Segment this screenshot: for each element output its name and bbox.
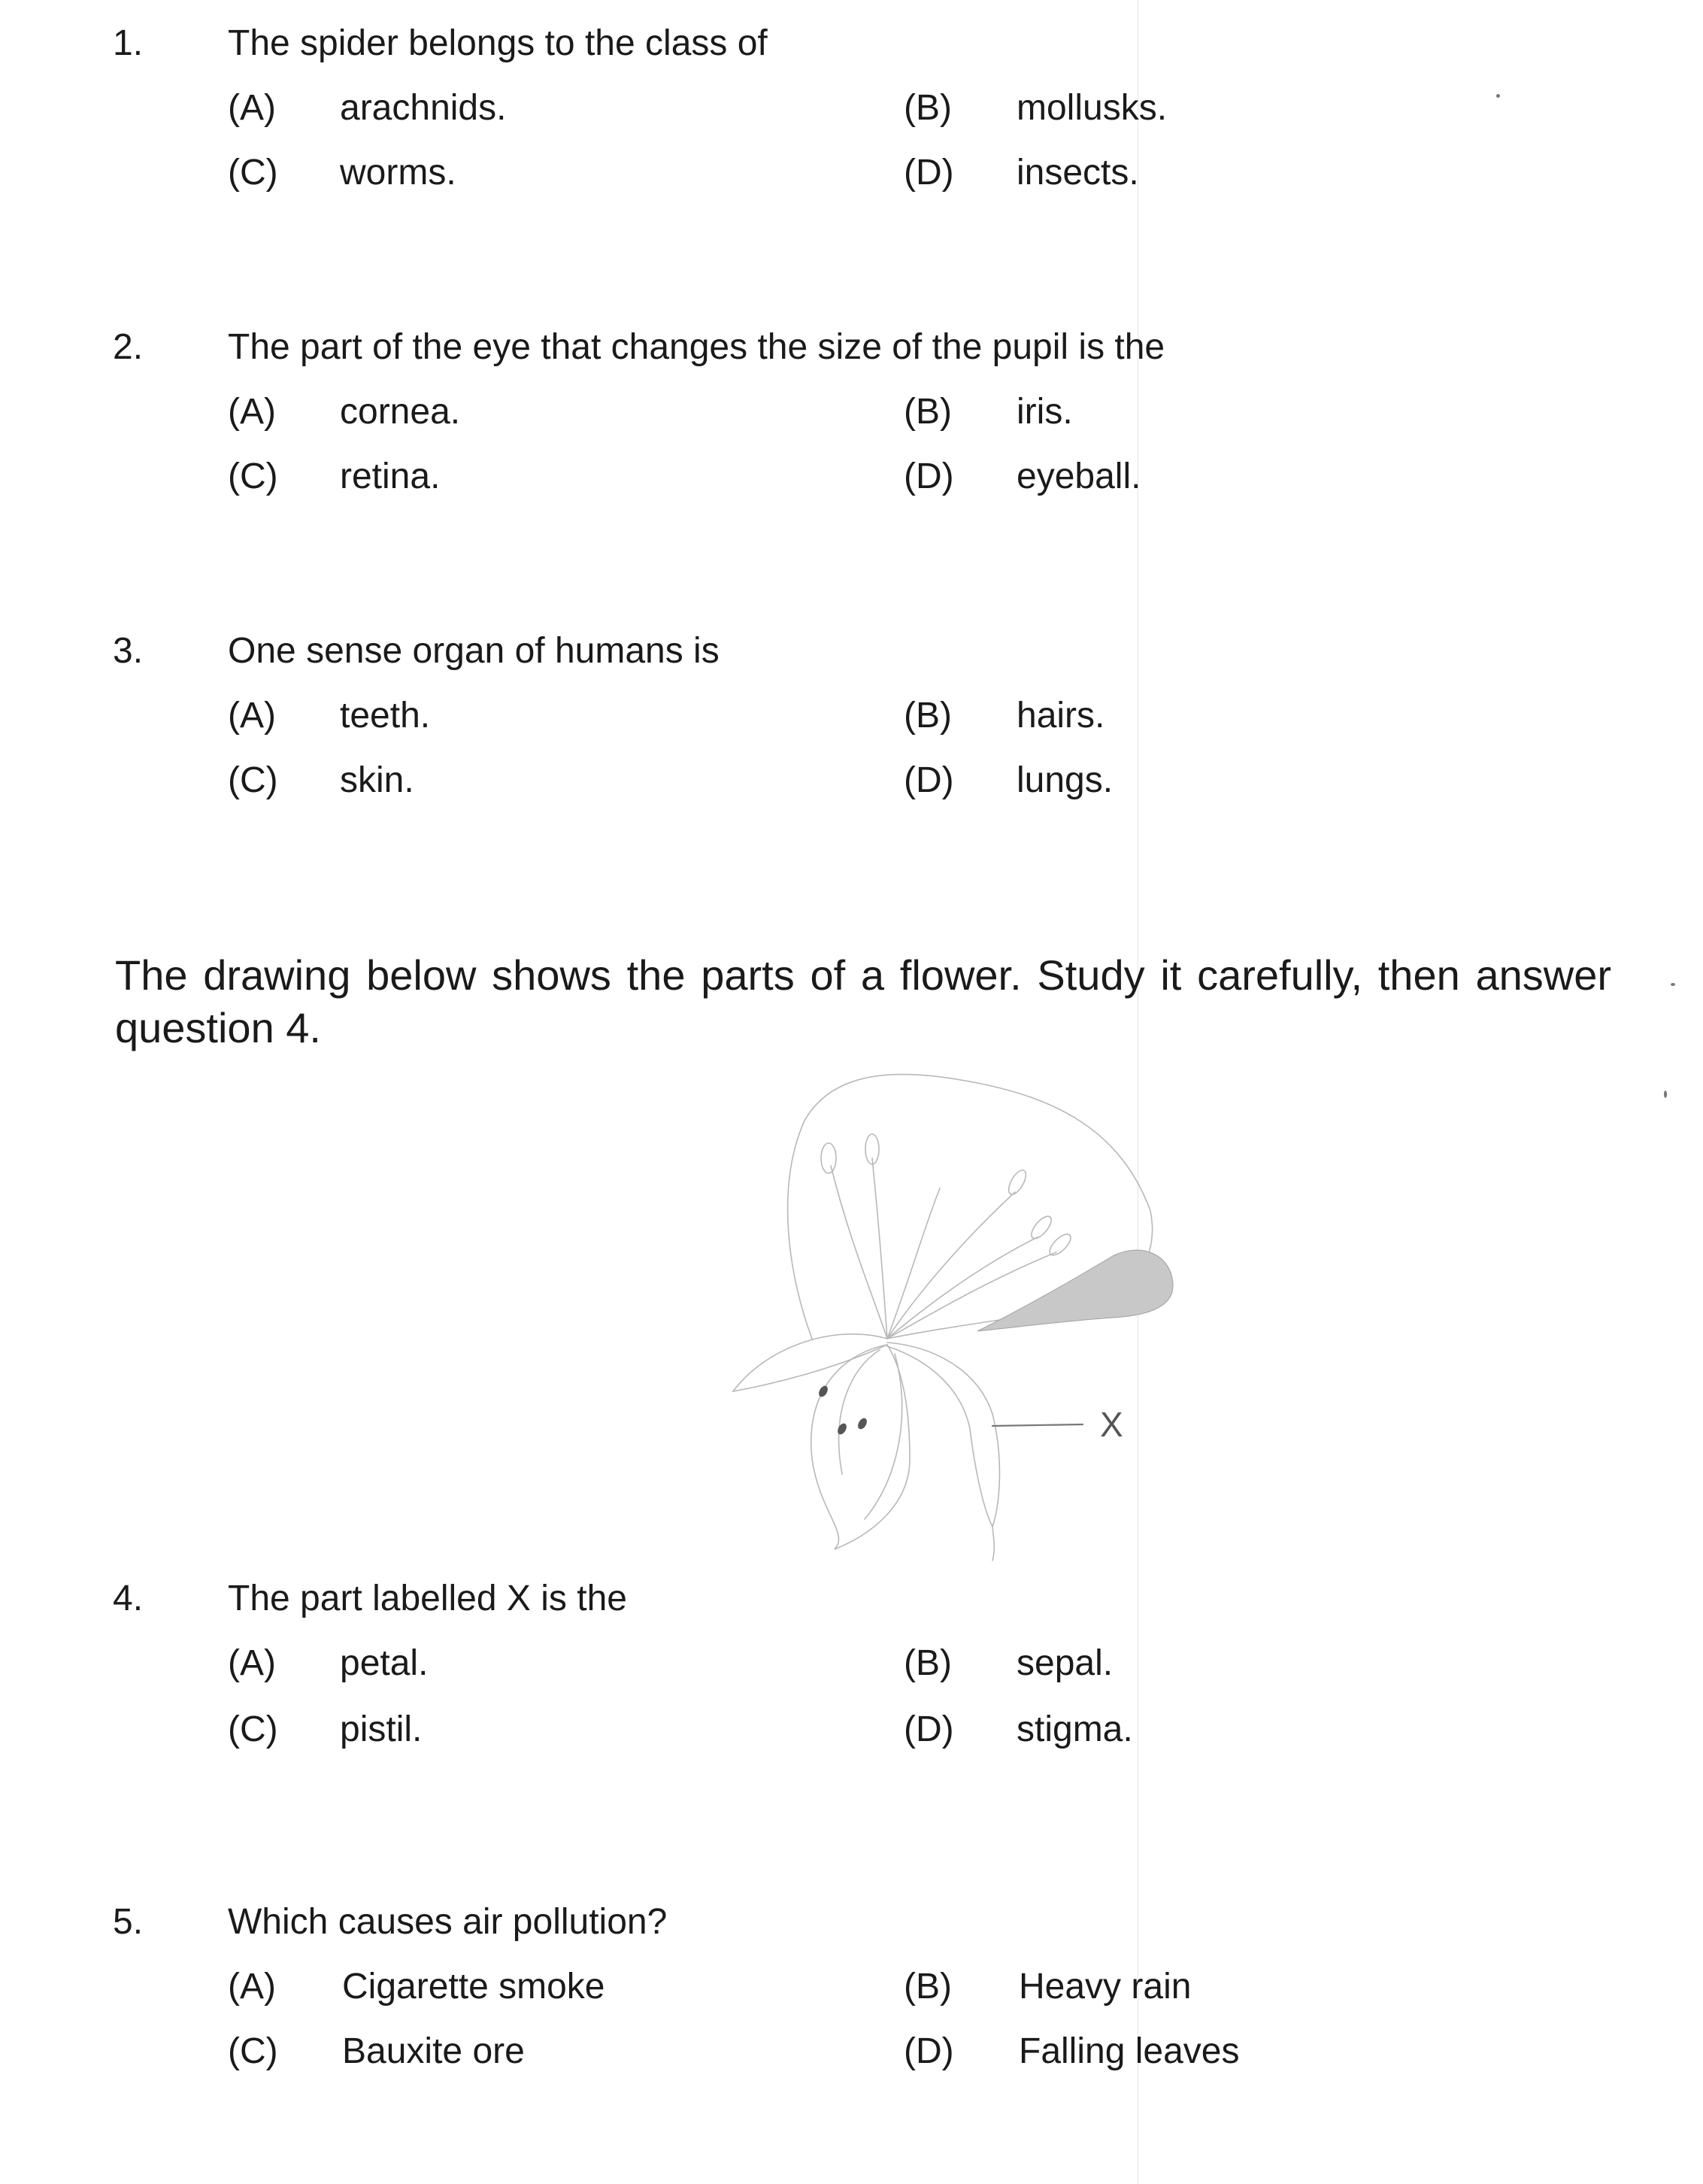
question-number: 3. [113,631,144,671]
option-letter: (D) [904,2031,954,2071]
option-text: sepal. [1017,1643,1114,1683]
option-letter: (A) [228,1643,276,1683]
anther [1047,1231,1074,1259]
option-letter: (B) [904,1967,952,2007]
option-text: Bauxite ore [342,2031,525,2071]
label-pointer-line [992,1424,1083,1426]
option-letter: (B) [904,1643,952,1683]
option-letter: (C) [228,153,278,193]
option-letter: (A) [228,1967,276,2007]
stamen [831,1166,887,1339]
ovule-mark [836,1422,849,1436]
anther [1005,1167,1029,1197]
option-text: Heavy rain [1019,1967,1192,2007]
flower-diagram [662,1053,1203,1564]
option-text: insects. [1017,153,1139,193]
option-letter: (C) [228,457,278,496]
option-letter: (D) [904,153,954,193]
scan-speck [1664,1090,1667,1098]
option-text: eyeball. [1017,457,1141,496]
option-letter: (A) [228,696,276,736]
question-stem: The part of the eye that changes the size of the pupil is the [228,327,1165,367]
ovule-mark [817,1385,830,1399]
option-letter: (A) [228,392,276,432]
option-text: iris. [1017,392,1073,432]
question-number: 4. [113,1579,144,1618]
question-stem: Which causes air pollution? [228,1902,668,1942]
anther [821,1143,836,1173]
option-text: cornea. [340,392,461,432]
option-letter: (B) [904,696,952,736]
option-letter: (A) [228,88,276,128]
option-text: arachnids. [340,88,507,128]
option-text: worms. [340,153,456,193]
option-text: pistil. [340,1709,423,1749]
question-number: 2. [113,327,144,367]
option-text: lungs. [1017,760,1114,800]
lower-petal-outline [811,1345,910,1549]
anther [1028,1213,1054,1242]
option-text: Falling leaves [1019,2031,1240,2071]
instruction-paragraph: The drawing below shows the parts of a flower. Study it carefully, then answer question 4. [115,951,1611,1051]
ovule-mark [856,1417,869,1431]
scan-speck [1496,94,1500,98]
option-text: teeth. [340,696,431,736]
shaded-petal [977,1250,1173,1331]
question-stem: The spider belongs to the class of [228,23,768,63]
sepal-outline [887,1342,999,1527]
option-text: retina. [340,457,441,496]
question-number: 1. [113,23,144,63]
option-text: petal. [340,1643,429,1683]
stamen [887,1192,1015,1339]
label-x: X [1100,1405,1123,1444]
option-letter: (D) [904,1709,954,1749]
option-letter: (C) [228,760,278,800]
stamen [872,1158,887,1339]
option-letter: (D) [904,457,954,496]
option-text: stigma. [1017,1709,1133,1749]
pistil-style [887,1188,940,1339]
option-text: skin. [340,760,414,800]
option-text: Cigarette smoke [342,1967,605,2007]
option-letter: (D) [904,760,954,800]
option-letter: (B) [904,392,952,432]
question-stem: The part labelled X is the [228,1579,627,1618]
option-text: hairs. [1017,696,1105,736]
question-number: 5. [113,1902,144,1942]
option-text: mollusks. [1017,88,1168,128]
option-letter: (B) [904,88,952,128]
question-stem: One sense organ of humans is [228,631,720,671]
scan-speck [1671,983,1675,986]
option-letter: (C) [228,1709,278,1749]
option-letter: (C) [228,2031,278,2071]
